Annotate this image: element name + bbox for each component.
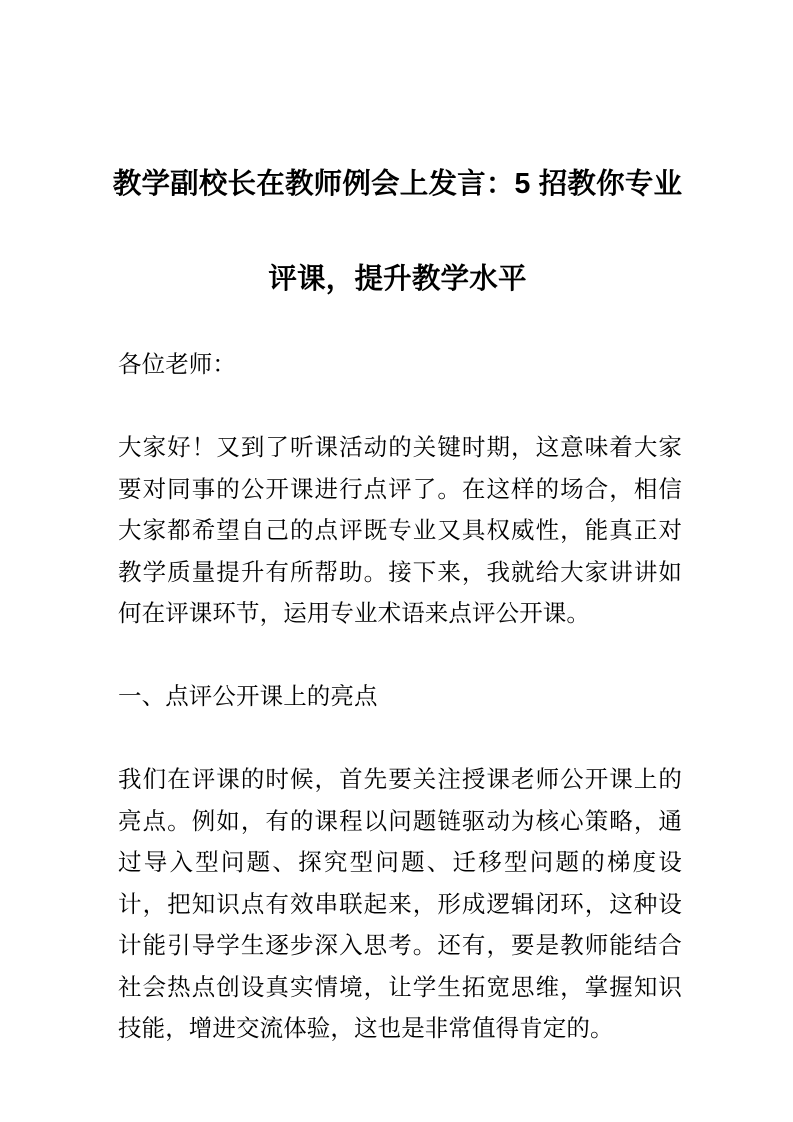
section-one-paragraph: 我们在评课的时候，首先要关注授课老师公开课上的亮点。例如，有的课程以问题链驱动为核心策略，通过导入型问题、探究型问题、迁移型问题的梯度设计，把知识点有效串联起来，形成逻辑闭环，这种设计能引导学生逐步深入思考。还有，要是教师能结合社会热点创设真实情境，让学生拓宽思维，掌握知识技能，增进交流体验，这也是非常值得肯定的。	[118, 766, 682, 1041]
document-body	[118, 344, 682, 1050]
opening-paragraph: 大家好！又到了听课活动的关键时期，这意味着大家要对同事的公开课进行点评了。在这样的场合，相信大家都希望自己的点评既专业又具权威性，能真正对教学质量提升有所帮助。接下来，我就给大家讲讲如何在评课环节，运用专业术语来点评公开课。	[118, 434, 682, 626]
page-title: 教学副校长在教师例会上发言：5 招教你专业评课，提升教学水平	[112, 168, 683, 296]
salutation-paragraph: 各位老师：	[118, 351, 236, 377]
section-heading-one: 一、点评公开课上的亮点	[118, 683, 378, 709]
